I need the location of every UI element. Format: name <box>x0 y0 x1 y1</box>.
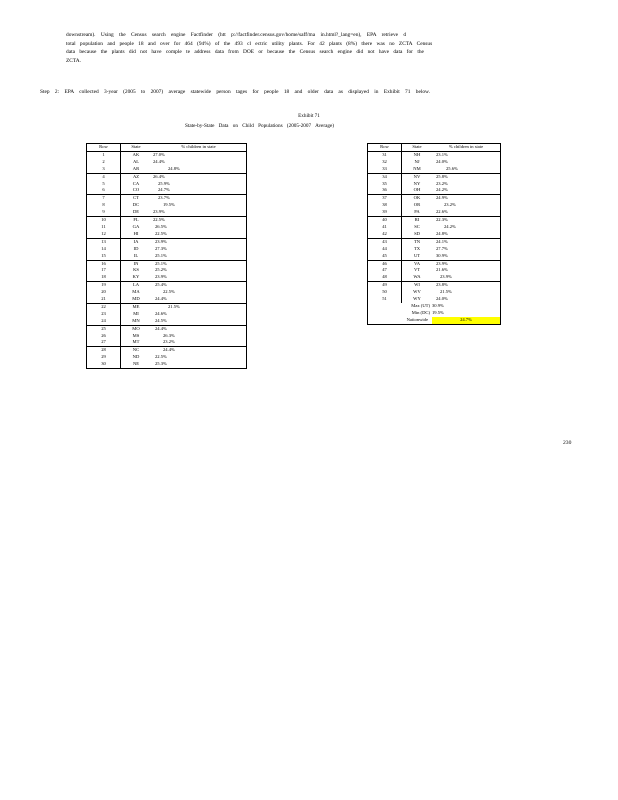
row-number-cell: 37 <box>368 195 402 202</box>
percent-cell: 24.4% <box>155 296 167 302</box>
state-cell: SD <box>414 230 420 236</box>
row-number-cell: 15 <box>87 253 121 260</box>
state-cell: AZ <box>121 173 152 180</box>
table-row <box>368 187 501 194</box>
row-number-cell: 19 <box>87 282 121 289</box>
row-number-cell: 50 <box>368 289 402 296</box>
state-cell: VA <box>402 260 433 267</box>
percent-cell: 25.3% <box>155 361 167 367</box>
table-row <box>368 282 501 289</box>
percent-cell: 26.4% <box>151 173 247 180</box>
percent-cell: 22.5% <box>155 230 167 236</box>
row-number-cell: 21 <box>87 296 121 303</box>
state-cell: LA <box>121 282 152 289</box>
percent-cell: 25.9% <box>158 180 170 186</box>
percent-cell: 19.5% <box>163 202 175 208</box>
left-table-body <box>87 151 247 368</box>
nationwide-row <box>368 317 501 324</box>
row-number-cell: 40 <box>368 217 402 224</box>
table-row <box>87 151 247 158</box>
row-number-cell: 3 <box>87 166 121 173</box>
row-number-cell: 14 <box>87 246 121 253</box>
state-cell: WA <box>413 274 421 280</box>
row-number-cell: 5 <box>87 181 121 188</box>
row-number-cell: 35 <box>368 181 402 188</box>
state-cell: ID <box>133 245 139 251</box>
table-row <box>87 311 247 318</box>
percent-cell: 22.6% <box>436 209 448 215</box>
state-cell: TN <box>402 238 433 245</box>
table-row <box>368 217 501 224</box>
percent-cell: 25.8% <box>432 173 501 180</box>
table-header-row <box>368 144 501 152</box>
state-cell: MS <box>132 332 140 338</box>
percent-cell: 21.6% <box>436 267 448 273</box>
table-row <box>368 289 501 296</box>
percent-cell: 24.8% <box>436 230 448 236</box>
row-number-cell: 10 <box>87 217 121 224</box>
row-number-cell: 8 <box>87 202 121 209</box>
table-row <box>368 159 501 166</box>
table-row <box>87 195 247 202</box>
table-row <box>87 238 247 245</box>
state-cell: AL <box>132 158 140 164</box>
table-row <box>87 333 247 340</box>
percent-cell: 27.0% <box>153 151 165 157</box>
state-cell: ND <box>132 354 140 360</box>
table-row <box>87 159 247 166</box>
state-cell: IA <box>121 238 152 245</box>
max-row <box>368 303 501 310</box>
table-row <box>368 267 501 274</box>
table-row <box>87 282 247 289</box>
percent-cell: 24.4% <box>153 158 165 164</box>
percent-cell: 24.0% <box>436 158 448 164</box>
percent-cell: 27.7% <box>436 245 448 251</box>
state-cell: VT <box>413 267 421 273</box>
state-cell: KY <box>132 274 140 280</box>
percent-cell: 23.7% <box>151 195 247 202</box>
table-row <box>87 246 247 253</box>
col-header-pct: % children in state <box>432 144 501 152</box>
state-cell: OK <box>402 195 433 202</box>
percent-cell: 26.5% <box>155 223 167 229</box>
table-row <box>87 267 247 274</box>
table-row <box>368 296 501 303</box>
state-cell: NJ <box>414 158 420 164</box>
percent-cell: 22.5% <box>151 217 247 224</box>
percent-cell: 30.9% <box>436 252 448 258</box>
table-row <box>368 173 501 180</box>
state-cell: UT <box>413 252 421 258</box>
row-number-cell: 27 <box>87 339 121 346</box>
state-cell: NM <box>413 165 421 171</box>
percent-cell: 23.9% <box>440 274 452 280</box>
table-row <box>368 202 501 209</box>
state-cell: MO <box>121 325 152 332</box>
table-row <box>87 181 247 188</box>
percent-cell: 23.9% <box>151 238 247 245</box>
percent-cell: 22.5% <box>163 289 175 295</box>
table-row <box>368 246 501 253</box>
row-number-cell: 31 <box>368 151 402 158</box>
row-number-cell: 47 <box>368 267 402 274</box>
row-number-cell: 18 <box>87 274 121 281</box>
paragraph-line-2: total population and people 18 and over for 464 (94%) of the 493 cl ectric utility plants. For 42 plants (8%) there was no ZCTA Census <box>66 40 433 47</box>
table-row <box>368 181 501 188</box>
table-row <box>87 361 247 368</box>
min-value: 19.5% <box>432 309 444 315</box>
row-number-cell: 7 <box>87 195 121 202</box>
percent-cell: 24.9% <box>432 195 501 202</box>
percent-cell: 23.9% <box>153 209 165 215</box>
table-row <box>368 253 501 260</box>
percent-cell: 23.9% <box>155 274 167 280</box>
nationwide-label: Nationwide <box>406 316 428 322</box>
col-header-state: State <box>402 144 433 152</box>
table-row <box>368 224 501 231</box>
percent-cell: 21.5% <box>440 289 452 295</box>
table-row <box>87 325 247 332</box>
table-row <box>368 274 501 281</box>
percent-cell: 21.5% <box>151 303 247 310</box>
table-row <box>87 209 247 216</box>
col-header-state: State <box>121 144 152 152</box>
table-row <box>368 195 501 202</box>
state-cell: NH <box>413 151 421 157</box>
table-row <box>87 347 247 354</box>
percent-cell: 25.6% <box>446 165 458 171</box>
table-row <box>87 296 247 303</box>
percent-cell: 24.2% <box>444 223 456 229</box>
table-row <box>368 209 501 216</box>
table-row <box>87 202 247 209</box>
row-number-cell: 46 <box>368 260 402 267</box>
state-cell: IN <box>121 260 152 267</box>
nationwide-value: 24.7% <box>432 317 501 324</box>
percent-cell: 24.5% <box>155 317 167 323</box>
percent-cell: 25.4% <box>151 282 247 289</box>
percent-cell: 25.1% <box>155 252 167 258</box>
state-cell: CT <box>121 195 152 202</box>
percent-cell: 23.8% <box>432 282 501 289</box>
state-cell: OR <box>413 202 421 208</box>
table-row <box>368 151 501 158</box>
row-number-cell: 4 <box>87 173 121 180</box>
state-cell: IL <box>133 252 139 258</box>
state-cell: CO <box>132 187 140 193</box>
paragraph-line-1: downstream). Using the Census search engine Factfinder (htt p://factfinder.census.gov/home/saff/ma in.html?_lang=en), EPA retrieve d <box>66 32 407 38</box>
state-cell: MI <box>133 310 139 316</box>
row-number-cell: 49 <box>368 282 402 289</box>
paragraph-line-3: data because the plants did not have comple te address data from DOE or because the Census search engine did not have data for the <box>66 49 424 55</box>
percent-cell: 23.2% <box>444 202 456 208</box>
percent-cell: 24.1% <box>432 238 501 245</box>
max-label: Max (UT) <box>411 302 430 308</box>
state-cell: WV <box>413 289 421 295</box>
state-cell: GA <box>132 223 140 229</box>
exhibit-subtitle: State-by-State Data on Child Populations (2005-2007 Average) <box>185 123 335 129</box>
state-cell: MD <box>132 296 140 302</box>
table-row <box>368 260 501 267</box>
state-cell: CA <box>132 180 140 186</box>
percent-cell: 25.1% <box>151 260 247 267</box>
state-cell: NE <box>132 361 140 367</box>
state-cell: DC <box>132 202 140 208</box>
left-data-table <box>86 143 247 369</box>
right-data-table <box>367 143 501 325</box>
percent-cell: 27.3% <box>155 245 167 251</box>
percent-cell: 24.7% <box>158 187 170 193</box>
row-number-cell: 24 <box>87 318 121 325</box>
state-cell: TX <box>413 245 421 251</box>
state-cell: DE <box>132 209 140 215</box>
row-number-cell: 22 <box>87 303 121 310</box>
row-number-cell: 48 <box>368 274 402 281</box>
row-number-cell: 6 <box>87 187 121 194</box>
right-table-body <box>368 151 501 303</box>
row-number-cell: 25 <box>87 325 121 332</box>
table-header-row <box>87 144 247 152</box>
state-cell: KS <box>133 267 139 273</box>
table-row <box>368 166 501 173</box>
state-cell: AR <box>132 165 140 171</box>
state-cell: NC <box>121 347 152 354</box>
row-number-cell: 43 <box>368 238 402 245</box>
min-label: Min (DC) <box>411 309 430 315</box>
percent-cell: 23.2% <box>163 339 175 345</box>
row-number-cell: 39 <box>368 209 402 216</box>
state-cell: PA <box>414 209 420 215</box>
state-cell: WI <box>402 282 433 289</box>
row-number-cell: 2 <box>87 159 121 166</box>
state-cell: RI <box>402 217 433 224</box>
row-number-cell: 38 <box>368 202 402 209</box>
row-number-cell: 34 <box>368 173 402 180</box>
row-number-cell: 26 <box>87 333 121 340</box>
percent-cell: 24.0% <box>436 296 448 302</box>
table-row <box>368 238 501 245</box>
table-row <box>87 339 247 346</box>
row-number-cell: 42 <box>368 231 402 238</box>
row-number-cell: 13 <box>87 238 121 245</box>
table-row <box>87 274 247 281</box>
percent-cell: 23.1% <box>436 151 448 157</box>
percent-cell: 24.8% <box>168 165 180 171</box>
state-cell: ME <box>121 303 152 310</box>
intro-paragraph <box>66 31 572 65</box>
state-cell: OH <box>413 187 421 193</box>
row-number-cell: 30 <box>87 361 121 368</box>
summary-rows <box>368 303 501 324</box>
state-cell: FL <box>121 217 152 224</box>
state-cell: HI <box>133 230 139 236</box>
state-cell: SC <box>414 223 420 229</box>
state-cell: MA <box>132 289 140 295</box>
state-cell: NV <box>402 173 433 180</box>
state-cell: MN <box>132 317 140 323</box>
table-row <box>87 303 247 310</box>
row-number-cell: 41 <box>368 224 402 231</box>
percent-cell: 26.3% <box>163 332 175 338</box>
col-header-row: Row <box>368 144 402 152</box>
percent-cell: 24.4% <box>151 347 247 354</box>
table-row <box>368 231 501 238</box>
row-number-cell: 33 <box>368 166 402 173</box>
table-row <box>87 289 247 296</box>
row-number-cell: 20 <box>87 289 121 296</box>
table-row <box>87 217 247 224</box>
state-cell: MT <box>132 339 140 345</box>
percent-cell: 22.5% <box>155 354 167 360</box>
paragraph-line-4: ZCTA. <box>66 57 81 64</box>
max-value: 30.9% <box>432 302 444 308</box>
row-number-cell: 28 <box>87 347 121 354</box>
table-row <box>87 318 247 325</box>
table-row <box>87 354 247 361</box>
row-number-cell: 51 <box>368 296 402 303</box>
exhibit-title: Exhibit 71 <box>298 113 320 119</box>
percent-cell: 25.2% <box>155 267 167 273</box>
table-row <box>87 260 247 267</box>
table-row <box>87 173 247 180</box>
col-header-row: Row <box>87 144 121 152</box>
row-number-cell: 36 <box>368 187 402 194</box>
row-number-cell: 29 <box>87 354 121 361</box>
row-number-cell: 9 <box>87 209 121 216</box>
row-number-cell: 23 <box>87 311 121 318</box>
table-row <box>87 224 247 231</box>
percent-cell: 23.9% <box>432 260 501 267</box>
row-number-cell: 45 <box>368 253 402 260</box>
percent-cell: 24.6% <box>155 310 167 316</box>
row-number-cell: 44 <box>368 246 402 253</box>
percent-cell: 24.2% <box>436 187 448 193</box>
state-cell: NY <box>413 180 421 186</box>
percent-cell: 23.2% <box>436 180 448 186</box>
percent-cell: 22.3% <box>432 217 501 224</box>
state-cell: WY <box>413 296 421 302</box>
table-row <box>87 253 247 260</box>
table-row <box>87 166 247 173</box>
row-number-cell: 16 <box>87 260 121 267</box>
row-number-cell: 12 <box>87 231 121 238</box>
row-number-cell: 32 <box>368 159 402 166</box>
page-number: 230 <box>563 440 572 446</box>
row-number-cell: 11 <box>87 224 121 231</box>
col-header-pct: % children in state <box>151 144 247 152</box>
table-row <box>87 187 247 194</box>
step-2-text: Step 2: EPA collected 3-year (2005 to 2007) average statewide person tages for people 18 and older data as displayed in Exhibit 71 below. <box>40 89 430 95</box>
state-cell: AK <box>132 151 140 157</box>
row-number-cell: 17 <box>87 267 121 274</box>
row-number-cell: 1 <box>87 151 121 158</box>
percent-cell: 24.4% <box>151 325 247 332</box>
min-row <box>368 310 501 317</box>
table-row <box>87 231 247 238</box>
